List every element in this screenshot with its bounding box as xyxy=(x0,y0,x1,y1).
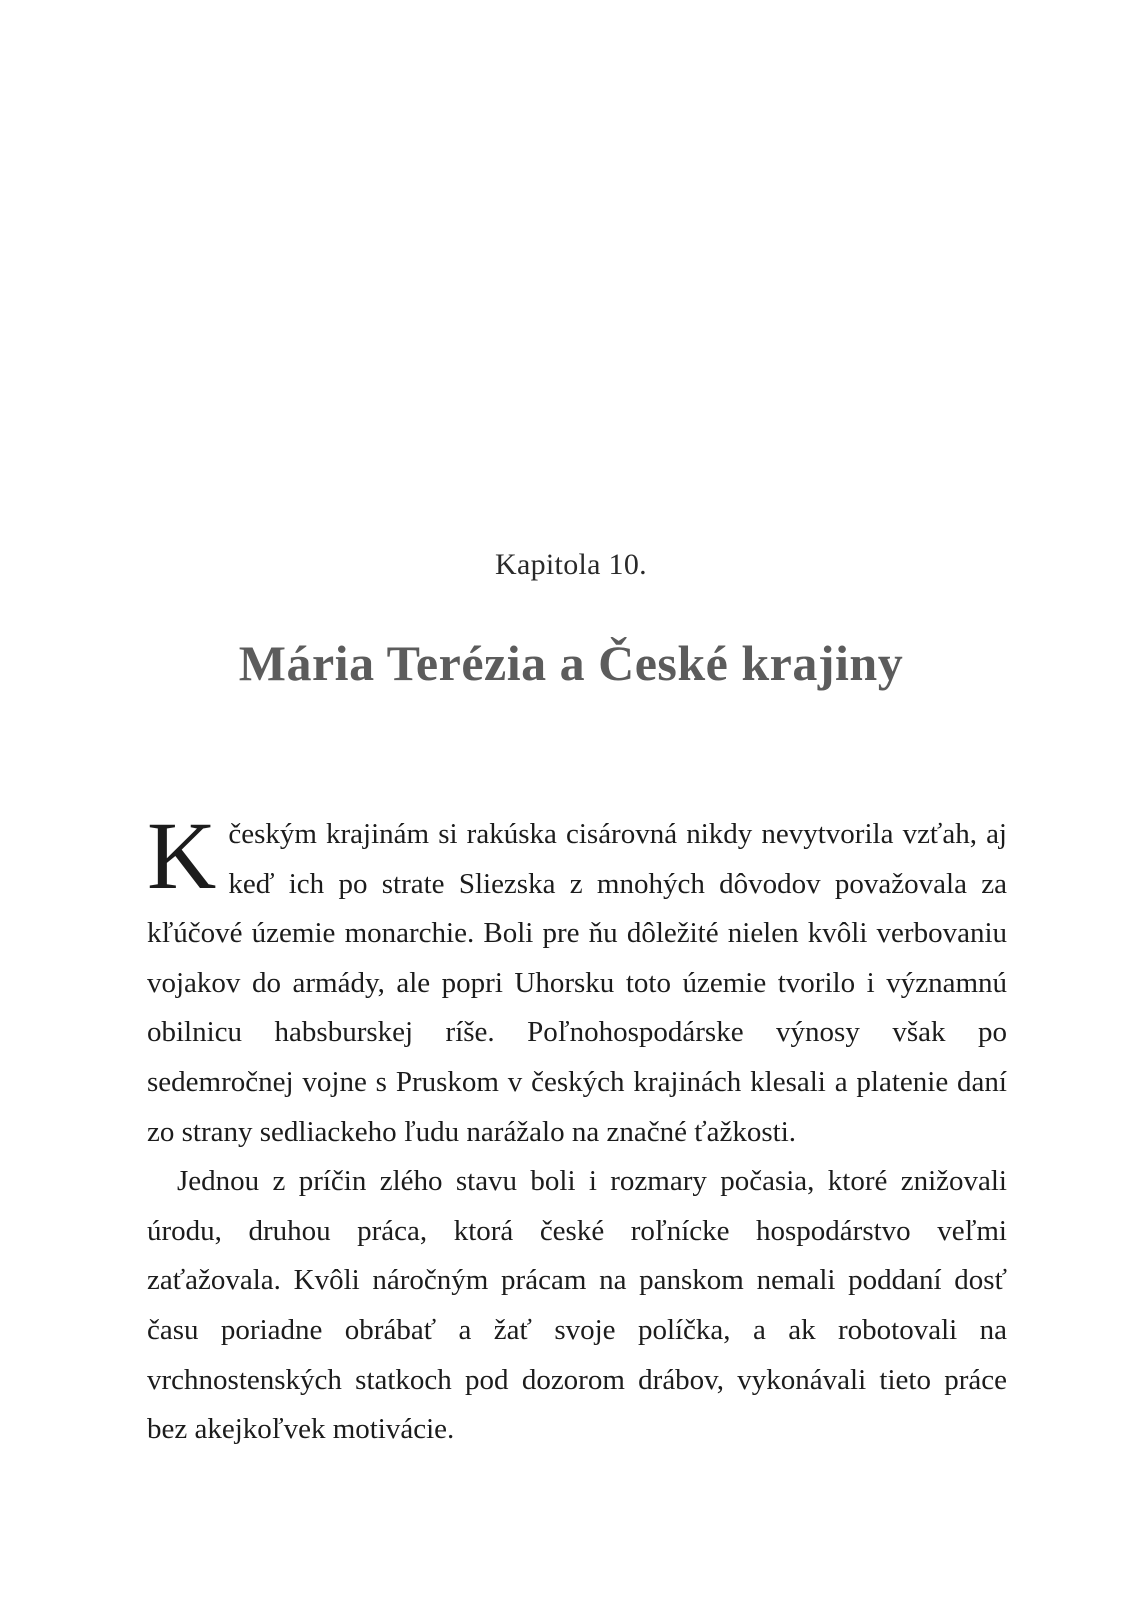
chapter-number: Kapitola 10. xyxy=(495,548,647,581)
chapter-title: Mária Terézia a České krajiny xyxy=(238,635,904,691)
paragraph-1 xyxy=(147,802,1007,1157)
drop-cap: K xyxy=(147,802,217,909)
paragraph-2: Jednou z príčin zlého stavu boli i rozmary počasia, ktoré znižovali úrodu, druhou práca, ktorá české roľnícke hospodárstvo veľmi zaťažovala. Kvôli náročným prácam na panskom nemali poddaní dosť času poriadne obrábať a žať svoje políčka, a ak robotovali na vrchnostenských statkoch pod dozorom drábov, vykonávali tieto práce bez akejkoľvek motivácie. xyxy=(147,1165,1007,1446)
paragraph-1-text: českým krajinám si rakúska cisárovná nikdy nevytvorila vzťah, aj keď ich po strate Sliezska z mnohých dôvodov považovala za kľúčové územie monarchie. Boli pre ňu dôležité nielen kvôli verbovaniu vojakov do armády, ale popri Uhorsku toto územie tvorilo i významnú obilnicu habsburskej ríše. Poľnohospodárske výnosy však po sedemročnej vojne s Pruskom v českých krajinách klesali a platenie daní zo strany sedliackeho ľudu narážalo na značné ťažkosti. xyxy=(147,818,1007,1148)
chapter-body xyxy=(147,802,1007,1455)
